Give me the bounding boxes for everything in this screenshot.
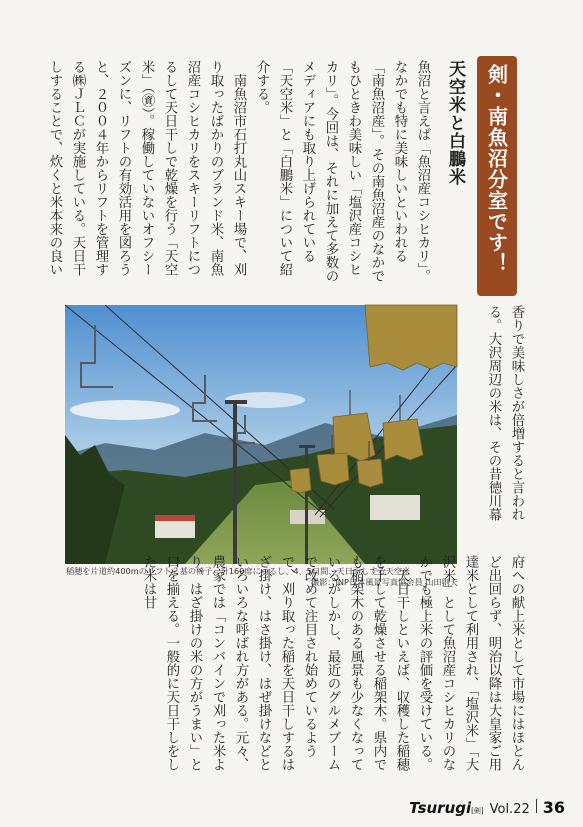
banner-title: 剣・南魚沼分室です！ <box>484 64 509 274</box>
footer-divider <box>536 799 537 813</box>
page-number: 36 <box>542 798 565 817</box>
body-text-lower: 府への献上米として市場にはほとんど出回らず、明治以降は大皇家ご用達米として利用され、「塩沢米」「大沢米」として魚沼産コシヒカリのなかでも極上米の評価を受けている。 天日干しといえば、収穫した稲穂を干して乾燥させる稲架木。県内でも稲架木のある風景も少なくなっているがしかし、最近のグルメブームで改めて注目され始めているようで、刈り取った稲を天日干しするはざ掛け、はさ掛け、はぜ掛けなどといろいろな呼ばれ方がある。元々、農家では「コンバインで刈った米より、はざ掛けの米の方がうまい」と口を揃える。一般的に天日干しをした米は甘 <box>141 555 524 772</box>
volume-label: Vol.22 <box>489 802 530 817</box>
magazine-name-text: Tsurugi <box>409 799 472 817</box>
page-footer <box>409 798 565 817</box>
caption-text: 稲穂を片道約400mのリフト２基の椅子、計160席につるし、4、5日間、天日干しする天空米 <box>66 566 411 576</box>
article-subheading: 天空米と白鵬米 <box>445 60 465 186</box>
title-banner <box>477 56 517 296</box>
ski-lift-rice-photo <box>65 305 457 564</box>
body-text-upper-left: 魚沼と言えば「魚沼産コシヒカリ」。なかでも特に美味しいといわれる「南魚沼産」。その南魚沼産のなかでもひときわ美味しい「塩沢産コシヒカリ」。今回は、それに加えて多数のメディアにも取り上げられている「天空米」と「白鵬米」について紹介する。 南魚沼市石打丸山スキー場で、刈り取ったばかりのブランド米、南魚沼産コシヒカリをスキーリフトにつるして天日干しで乾燥を行う「天空米」（㊮）。稼働していないオフシーズンに、リフトの有効活用を図ろうと、２００４年からリフトを管理する㈱ＪＬＣが実施している。天日干しすることで、炊くと米本来の良い <box>47 60 430 283</box>
body-text-upper-right: 香りで美味しさが倍増すると言われる。大沢周辺の米は、その昔徳川幕 <box>486 305 524 521</box>
photo-credit: 撮影：JNP日本風景写真協会員 山田則夫 <box>310 577 458 587</box>
magazine-name-sub: [剣] <box>471 807 484 815</box>
magazine-name <box>409 799 483 817</box>
